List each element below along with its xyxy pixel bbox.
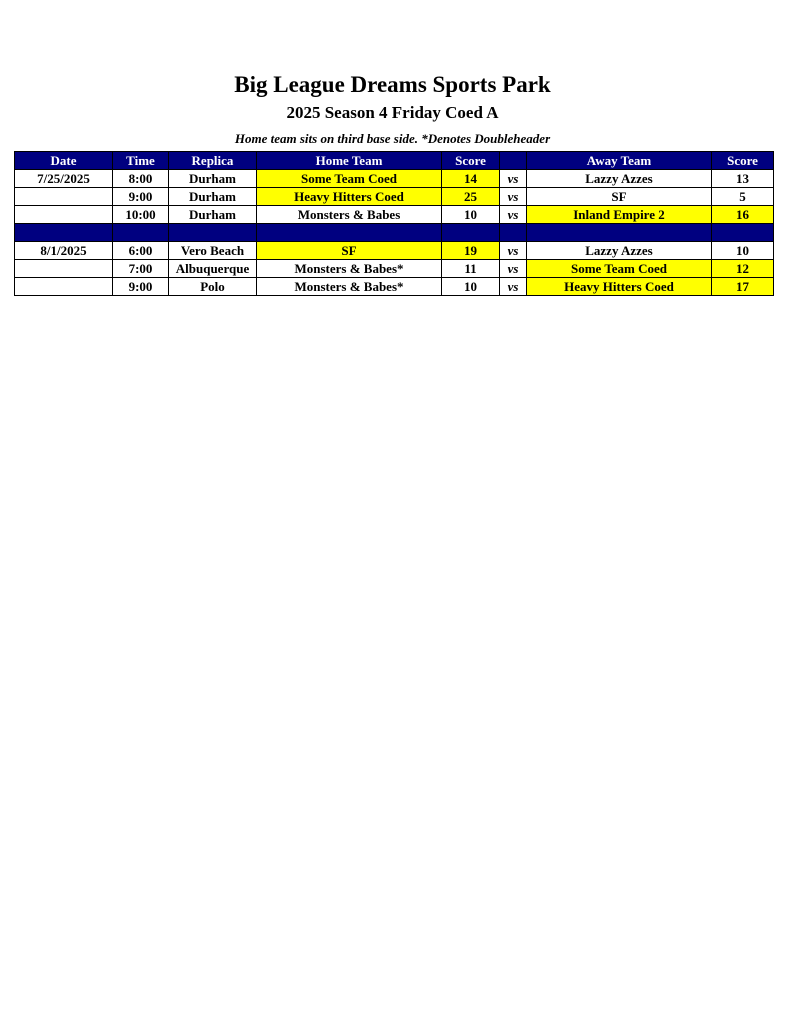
away-team: Inland Empire 2 [527,206,712,224]
home-team: SF [257,242,442,260]
game-date [15,260,113,278]
vs-label: vs [500,260,527,278]
separator-cell [527,224,712,242]
game-time: 9:00 [113,188,169,206]
table-row [15,170,774,188]
game-date: 8/1/2025 [15,242,113,260]
game-date: 7/25/2025 [15,170,113,188]
away-score: 10 [712,242,774,260]
game-time: 8:00 [113,170,169,188]
game-date [15,188,113,206]
away-score: 12 [712,260,774,278]
date-separator-row [15,224,774,242]
separator-cell [712,224,774,242]
game-time: 10:00 [113,206,169,224]
game-time: 6:00 [113,242,169,260]
home-score: 11 [442,260,500,278]
away-team: Lazzy Azzes [527,242,712,260]
column-header-away-score: Score [712,152,774,170]
separator-cell [442,224,500,242]
home-team: Monsters & Babes* [257,260,442,278]
home-team: Monsters & Babes* [257,278,442,296]
separator-cell [15,224,113,242]
separator-cell [257,224,442,242]
game-date [15,278,113,296]
column-header-home-team: Home Team [257,152,442,170]
replica-field: Durham [169,170,257,188]
away-score: 13 [712,170,774,188]
game-time: 9:00 [113,278,169,296]
page-title: Big League Dreams Sports Park [234,72,551,97]
column-header-vs [500,152,527,170]
home-team: Heavy Hitters Coed [257,188,442,206]
replica-field: Albuquerque [169,260,257,278]
column-header-date: Date [15,152,113,170]
column-header-home-score: Score [442,152,500,170]
vs-label: vs [500,242,527,260]
column-header-time: Time [113,152,169,170]
home-team: Some Team Coed [257,170,442,188]
away-score: 5 [712,188,774,206]
home-score: 14 [442,170,500,188]
vs-label: vs [500,170,527,188]
home-score: 10 [442,278,500,296]
away-team: SF [527,188,712,206]
table-row [15,188,774,206]
away-team: Some Team Coed [527,260,712,278]
replica-field: Durham [169,188,257,206]
schedule-table [14,151,774,296]
table-row [15,278,774,296]
away-team: Heavy Hitters Coed [527,278,712,296]
home-score: 25 [442,188,500,206]
away-team: Lazzy Azzes [527,170,712,188]
away-score: 16 [712,206,774,224]
replica-field: Vero Beach [169,242,257,260]
schedule-note: Home team sits on third base side. *Denotes Doubleheader [234,131,551,146]
game-time: 7:00 [113,260,169,278]
game-date [15,206,113,224]
column-header-away-team: Away Team [527,152,712,170]
schedule-body [15,170,774,296]
table-row [15,206,774,224]
column-header-replica: Replica [169,152,257,170]
table-header-row [15,152,774,170]
vs-label: vs [500,278,527,296]
home-score: 19 [442,242,500,260]
vs-label: vs [500,188,527,206]
home-team: Monsters & Babes [257,206,442,224]
table-row [15,242,774,260]
table-row [15,260,774,278]
separator-cell [500,224,527,242]
home-score: 10 [442,206,500,224]
page-subtitle: 2025 Season 4 Friday Coed A [286,103,499,122]
away-score: 17 [712,278,774,296]
separator-cell [113,224,169,242]
separator-cell [169,224,257,242]
replica-field: Polo [169,278,257,296]
replica-field: Durham [169,206,257,224]
vs-label: vs [500,206,527,224]
